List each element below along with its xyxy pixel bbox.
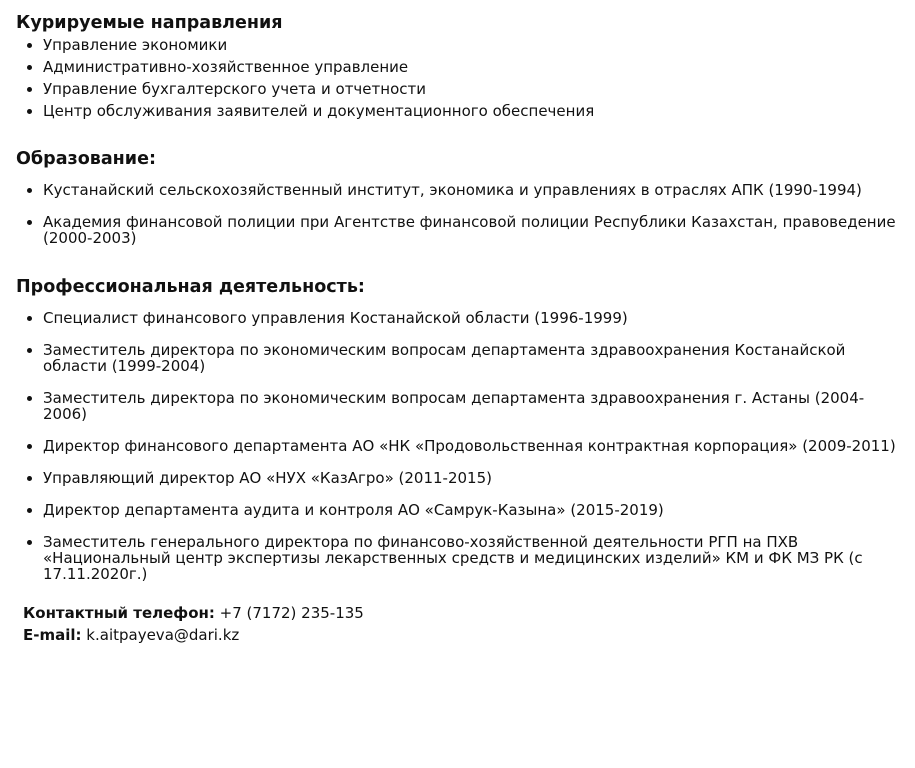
list-item: • Директор департамента аудита и контроля АО «Самрук-Казына» (2015-2019) (43, 502, 906, 518)
professional-title: Профессиональная деятельность: (16, 277, 365, 297)
list-item: • Административно-хозяйственное управление (43, 56, 906, 78)
list-item: • Центр обслуживания заявителей и документационного обеспечения (43, 100, 906, 122)
curated-title: Курируемые направления (16, 13, 283, 33)
professional-list (16, 310, 906, 582)
phone-line (23, 602, 906, 624)
email-label: E-mail: (23, 626, 82, 644)
list-item: • Управление экономики (43, 34, 906, 56)
list-item: • Заместитель генерального директора по финансово-хозяйственной деятельности РГП на ПХВ «Национальный центр экспертизы лекарственных средств и медицинских изделий» КМ и ФК МЗ РК (с 17.11.2020г.) (43, 534, 906, 582)
curated-section (16, 12, 906, 122)
education-section (16, 148, 906, 246)
education-title: Образование: (16, 149, 156, 169)
list-item: • Академия финансовой полиции при Агентстве финансовой полиции Республики Казахстан, правоведение (2000-2003) (43, 214, 906, 246)
list-item: • Специалист финансового управления Костанайской области (1996-1999) (43, 310, 906, 326)
profile-content (16, 12, 906, 646)
list-item: • Управляющий директор АО «НУХ «КазАгро» (2011-2015) (43, 470, 906, 486)
curated-list (16, 34, 906, 122)
phone-value: +7 (7172) 235-135 (219, 604, 364, 622)
list-item: • Заместитель директора по экономическим вопросам департамента здравоохранения г. Астаны (2004-2006) (43, 390, 906, 422)
list-item: • Заместитель директора по экономическим вопросам департамента здравоохранения Костанайской области (1999-2004) (43, 342, 906, 374)
professional-section (16, 276, 906, 582)
faint-watermark (545, 50, 637, 72)
list-item: • Управление бухгалтерского учета и отчетности (43, 78, 906, 100)
email-value[interactable]: k.aitpayeva@dari.kz (86, 626, 240, 644)
list-item: • Директор финансового департамента АО «НК «Продовольственная контрактная корпорация» (2009-2011) (43, 438, 906, 454)
list-item: • Кустанайский сельскохозяйственный институт, экономика и управлениях в отраслях АПК (1990-1994) (43, 182, 906, 198)
education-list (16, 182, 906, 246)
email-line (23, 624, 906, 646)
contacts-block (23, 602, 906, 646)
phone-label: Контактный телефон: (23, 604, 215, 622)
